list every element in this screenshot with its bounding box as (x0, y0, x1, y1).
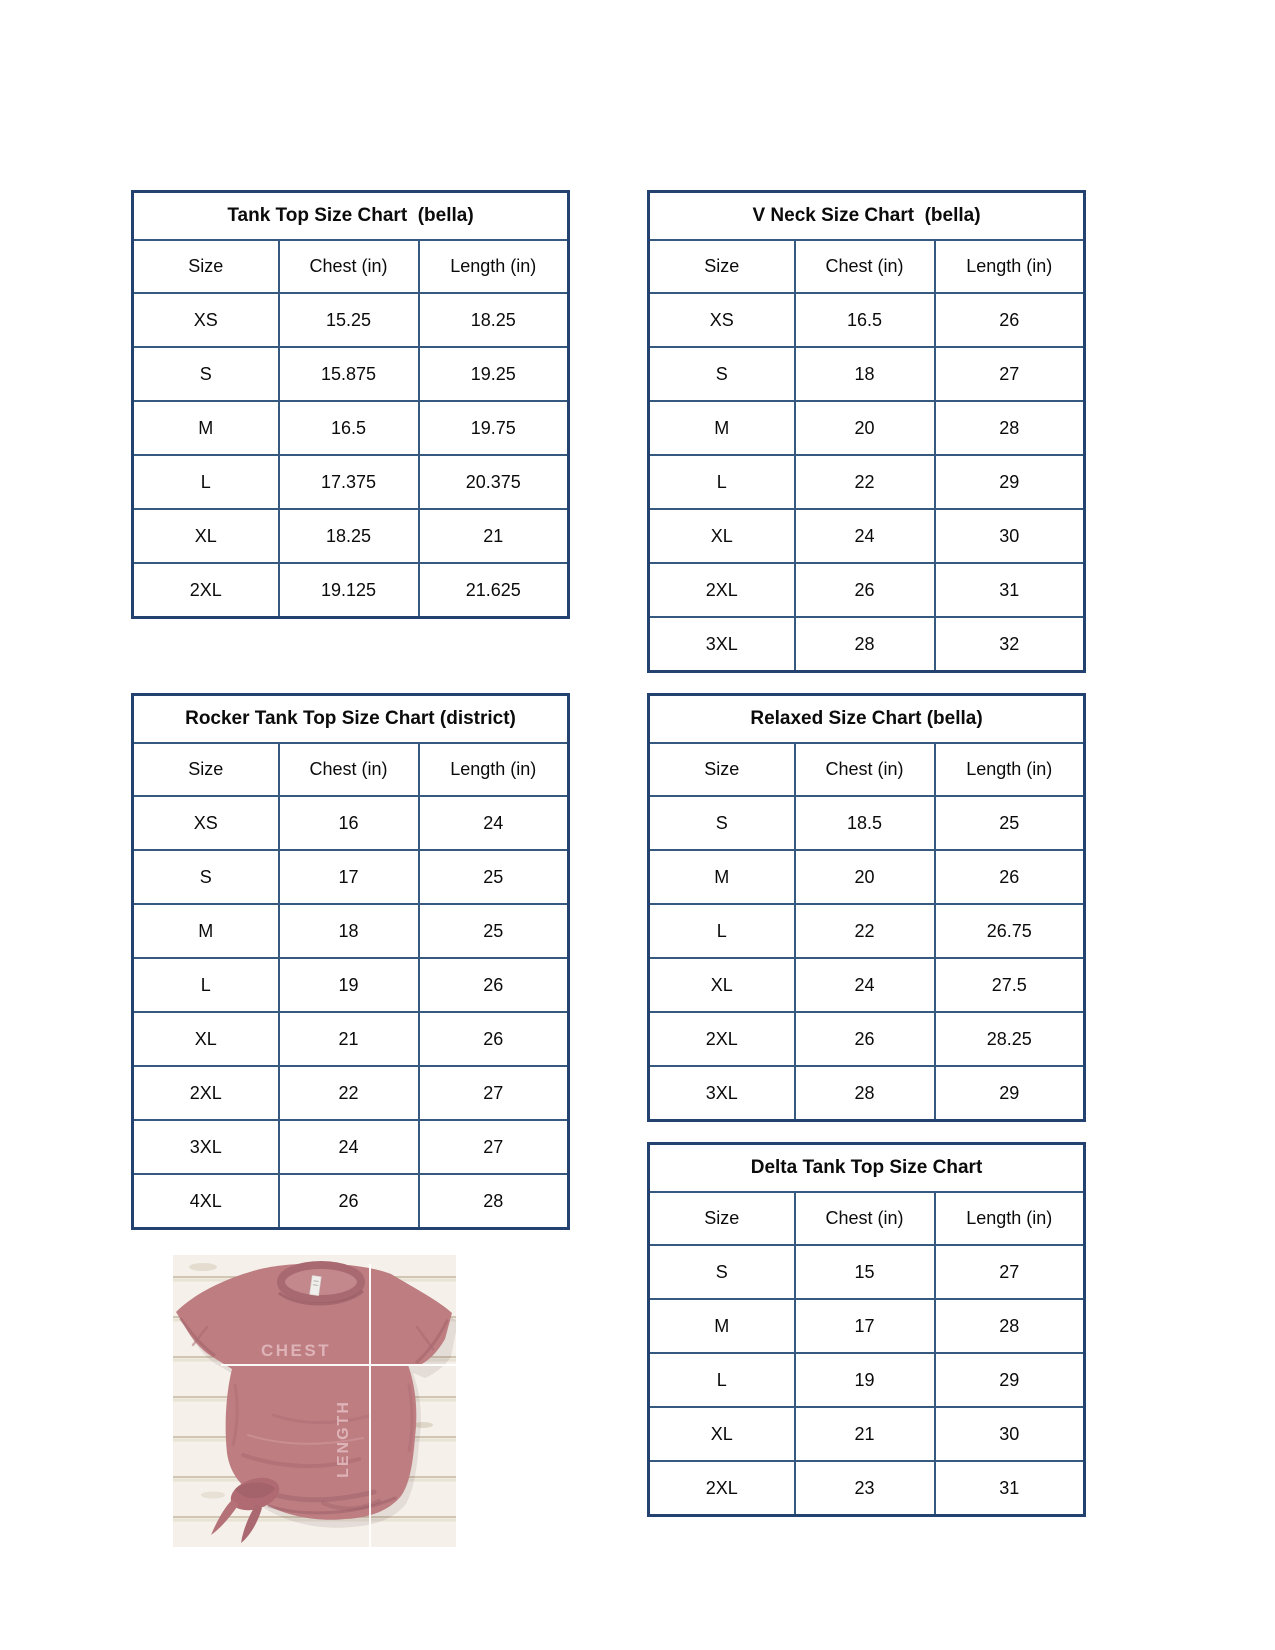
table-row (649, 401, 1085, 455)
table-title: V Neck Size Chart (bella) (649, 192, 1085, 241)
size-cell: S (133, 850, 279, 904)
measurement-cell: 28 (935, 401, 1085, 455)
measurement-cell: 21 (795, 1407, 935, 1461)
measurement-cell: 27 (935, 347, 1085, 401)
table-title: Tank Top Size Chart (bella) (133, 192, 569, 241)
measurement-cell: 30 (935, 1407, 1085, 1461)
table-row (133, 347, 569, 401)
column-header: Length (in) (419, 240, 569, 293)
size-cell: L (649, 1353, 795, 1407)
measurement-cell: 19.75 (419, 401, 569, 455)
measurement-cell: 18 (795, 347, 935, 401)
measurement-cell: 29 (935, 1066, 1085, 1121)
measurement-cell: 21 (419, 509, 569, 563)
measurement-cell: 19 (795, 1353, 935, 1407)
table-row (649, 1012, 1085, 1066)
v-neck-table (647, 190, 1086, 673)
measurement-cell: 27 (935, 1245, 1085, 1299)
measurement-cell: 26 (419, 1012, 569, 1066)
measurement-cell: 26 (935, 293, 1085, 347)
delta-tank-top-table (647, 1142, 1086, 1517)
measurement-cell: 25 (935, 796, 1085, 850)
chest-label: CHEST (260, 1341, 332, 1360)
table-row (649, 509, 1085, 563)
column-header: Chest (in) (795, 743, 935, 796)
measurement-cell: 30 (935, 509, 1085, 563)
column-header: Size (133, 743, 279, 796)
size-cell: M (133, 401, 279, 455)
measurement-cell: 28 (795, 617, 935, 672)
table-row (133, 958, 569, 1012)
column-header: Size (649, 743, 795, 796)
table-row (133, 1120, 569, 1174)
table-row (133, 563, 569, 618)
table-row (649, 796, 1085, 850)
size-cell: L (649, 904, 795, 958)
measurement-cell: 15 (795, 1245, 935, 1299)
table-title: Relaxed Size Chart (bella) (649, 695, 1085, 744)
measurement-cell: 17.375 (279, 455, 419, 509)
table-row (133, 509, 569, 563)
table-row (649, 1066, 1085, 1121)
measurement-cell: 27 (419, 1066, 569, 1120)
size-cell: S (649, 1245, 795, 1299)
measurement-cell: 28 (795, 1066, 935, 1121)
column-header: Length (in) (935, 240, 1085, 293)
measurement-cell: 28 (935, 1299, 1085, 1353)
measurement-cell: 22 (795, 455, 935, 509)
v-neck-size-table (647, 190, 1083, 673)
measurement-cell: 17 (795, 1299, 935, 1353)
table-row (133, 455, 569, 509)
measurement-cell: 15.875 (279, 347, 419, 401)
measurement-cell: 29 (935, 1353, 1085, 1407)
measurement-cell: 31 (935, 1461, 1085, 1516)
table-row (649, 293, 1085, 347)
table-row (649, 1407, 1085, 1461)
size-cell: 3XL (649, 617, 795, 672)
table-row (649, 617, 1085, 672)
delta-tank-top-size-table (647, 1142, 1083, 1517)
size-cell: M (649, 1299, 795, 1353)
measurement-cell: 24 (795, 958, 935, 1012)
measurement-cell: 20 (795, 401, 935, 455)
measurement-cell: 25 (419, 904, 569, 958)
measurement-cell: 16 (279, 796, 419, 850)
measurement-cell: 19.25 (419, 347, 569, 401)
column-header: Length (in) (935, 1192, 1085, 1245)
size-cell: XL (649, 1407, 795, 1461)
measurement-cell: 29 (935, 455, 1085, 509)
size-cell: XL (133, 509, 279, 563)
column-header: Chest (in) (795, 240, 935, 293)
size-cell: M (649, 401, 795, 455)
measurement-cell: 26 (795, 563, 935, 617)
size-cell: L (133, 455, 279, 509)
measurement-cell: 28.25 (935, 1012, 1085, 1066)
measurement-cell: 24 (419, 796, 569, 850)
measurement-cell: 31 (935, 563, 1085, 617)
size-cell: 3XL (133, 1120, 279, 1174)
column-header: Size (649, 240, 795, 293)
measurement-cell: 18 (279, 904, 419, 958)
measurement-cell: 26.75 (935, 904, 1085, 958)
measurement-cell: 23 (795, 1461, 935, 1516)
column-header: Chest (in) (279, 743, 419, 796)
tshirt-photo (173, 1255, 456, 1547)
table-title: Rocker Tank Top Size Chart (district) (133, 695, 569, 744)
measurement-cell: 18.25 (419, 293, 569, 347)
table-title: Delta Tank Top Size Chart (649, 1144, 1085, 1193)
measurement-cell: 17 (279, 850, 419, 904)
size-cell: 4XL (133, 1174, 279, 1229)
table-row (649, 455, 1085, 509)
measurement-cell: 16.5 (795, 293, 935, 347)
size-cell: XL (649, 958, 795, 1012)
rocker-tank-top-size-table (131, 693, 568, 1230)
size-cell: 2XL (649, 563, 795, 617)
table-row (133, 1012, 569, 1066)
table-row (649, 1353, 1085, 1407)
measurement-cell: 26 (419, 958, 569, 1012)
size-cell: XL (133, 1012, 279, 1066)
measurement-cell: 22 (279, 1066, 419, 1120)
table-row (649, 958, 1085, 1012)
size-cell: 2XL (133, 563, 279, 618)
table-row (649, 1299, 1085, 1353)
measurement-cell: 21 (279, 1012, 419, 1066)
size-cell: L (133, 958, 279, 1012)
tank-top-size-table (131, 190, 568, 619)
table-row (133, 904, 569, 958)
measurement-cell: 22 (795, 904, 935, 958)
table-row (649, 563, 1085, 617)
table-row (133, 1174, 569, 1229)
table-row (649, 904, 1085, 958)
table-row (649, 1245, 1085, 1299)
size-cell: 3XL (649, 1066, 795, 1121)
table-row (133, 293, 569, 347)
size-cell: 2XL (649, 1461, 795, 1516)
measurement-cell: 21.625 (419, 563, 569, 618)
measurement-cell: 24 (795, 509, 935, 563)
size-cell: S (649, 796, 795, 850)
size-cell: M (133, 904, 279, 958)
column-header: Chest (in) (279, 240, 419, 293)
size-cell: 2XL (133, 1066, 279, 1120)
measurement-cell: 32 (935, 617, 1085, 672)
size-cell: L (649, 455, 795, 509)
relaxed-table (647, 693, 1086, 1122)
measurement-cell: 20 (795, 850, 935, 904)
length-label: LENGTH (335, 1400, 352, 1478)
measurement-cell: 19 (279, 958, 419, 1012)
column-header: Length (in) (419, 743, 569, 796)
measurement-cell: 15.25 (279, 293, 419, 347)
measurement-cell: 26 (795, 1012, 935, 1066)
measurement-cell: 27.5 (935, 958, 1085, 1012)
measurement-cell: 25 (419, 850, 569, 904)
measurement-cell: 28 (419, 1174, 569, 1229)
measurement-cell: 26 (279, 1174, 419, 1229)
measurement-cell: 18.5 (795, 796, 935, 850)
table-row (133, 796, 569, 850)
size-cell: M (649, 850, 795, 904)
size-cell: S (649, 347, 795, 401)
table-row (133, 850, 569, 904)
table-row (649, 347, 1085, 401)
measurement-cell: 27 (419, 1120, 569, 1174)
table-row (649, 1461, 1085, 1516)
measurement-cell: 26 (935, 850, 1085, 904)
column-header: Size (133, 240, 279, 293)
table-row (133, 401, 569, 455)
size-cell: XS (133, 293, 279, 347)
table-row (649, 850, 1085, 904)
relaxed-size-table (647, 693, 1083, 1122)
tank-top-table (131, 190, 570, 619)
rocker-tank-top-table (131, 693, 570, 1230)
size-cell: XS (133, 796, 279, 850)
column-header: Size (649, 1192, 795, 1245)
table-row (133, 1066, 569, 1120)
measurement-cell: 18.25 (279, 509, 419, 563)
size-cell: 2XL (649, 1012, 795, 1066)
measurement-cell: 16.5 (279, 401, 419, 455)
measurement-cell: 19.125 (279, 563, 419, 618)
size-cell: XS (649, 293, 795, 347)
size-cell: XL (649, 509, 795, 563)
measurement-cell: 20.375 (419, 455, 569, 509)
size-cell: S (133, 347, 279, 401)
measurement-cell: 24 (279, 1120, 419, 1174)
column-header: Chest (in) (795, 1192, 935, 1245)
column-header: Length (in) (935, 743, 1085, 796)
